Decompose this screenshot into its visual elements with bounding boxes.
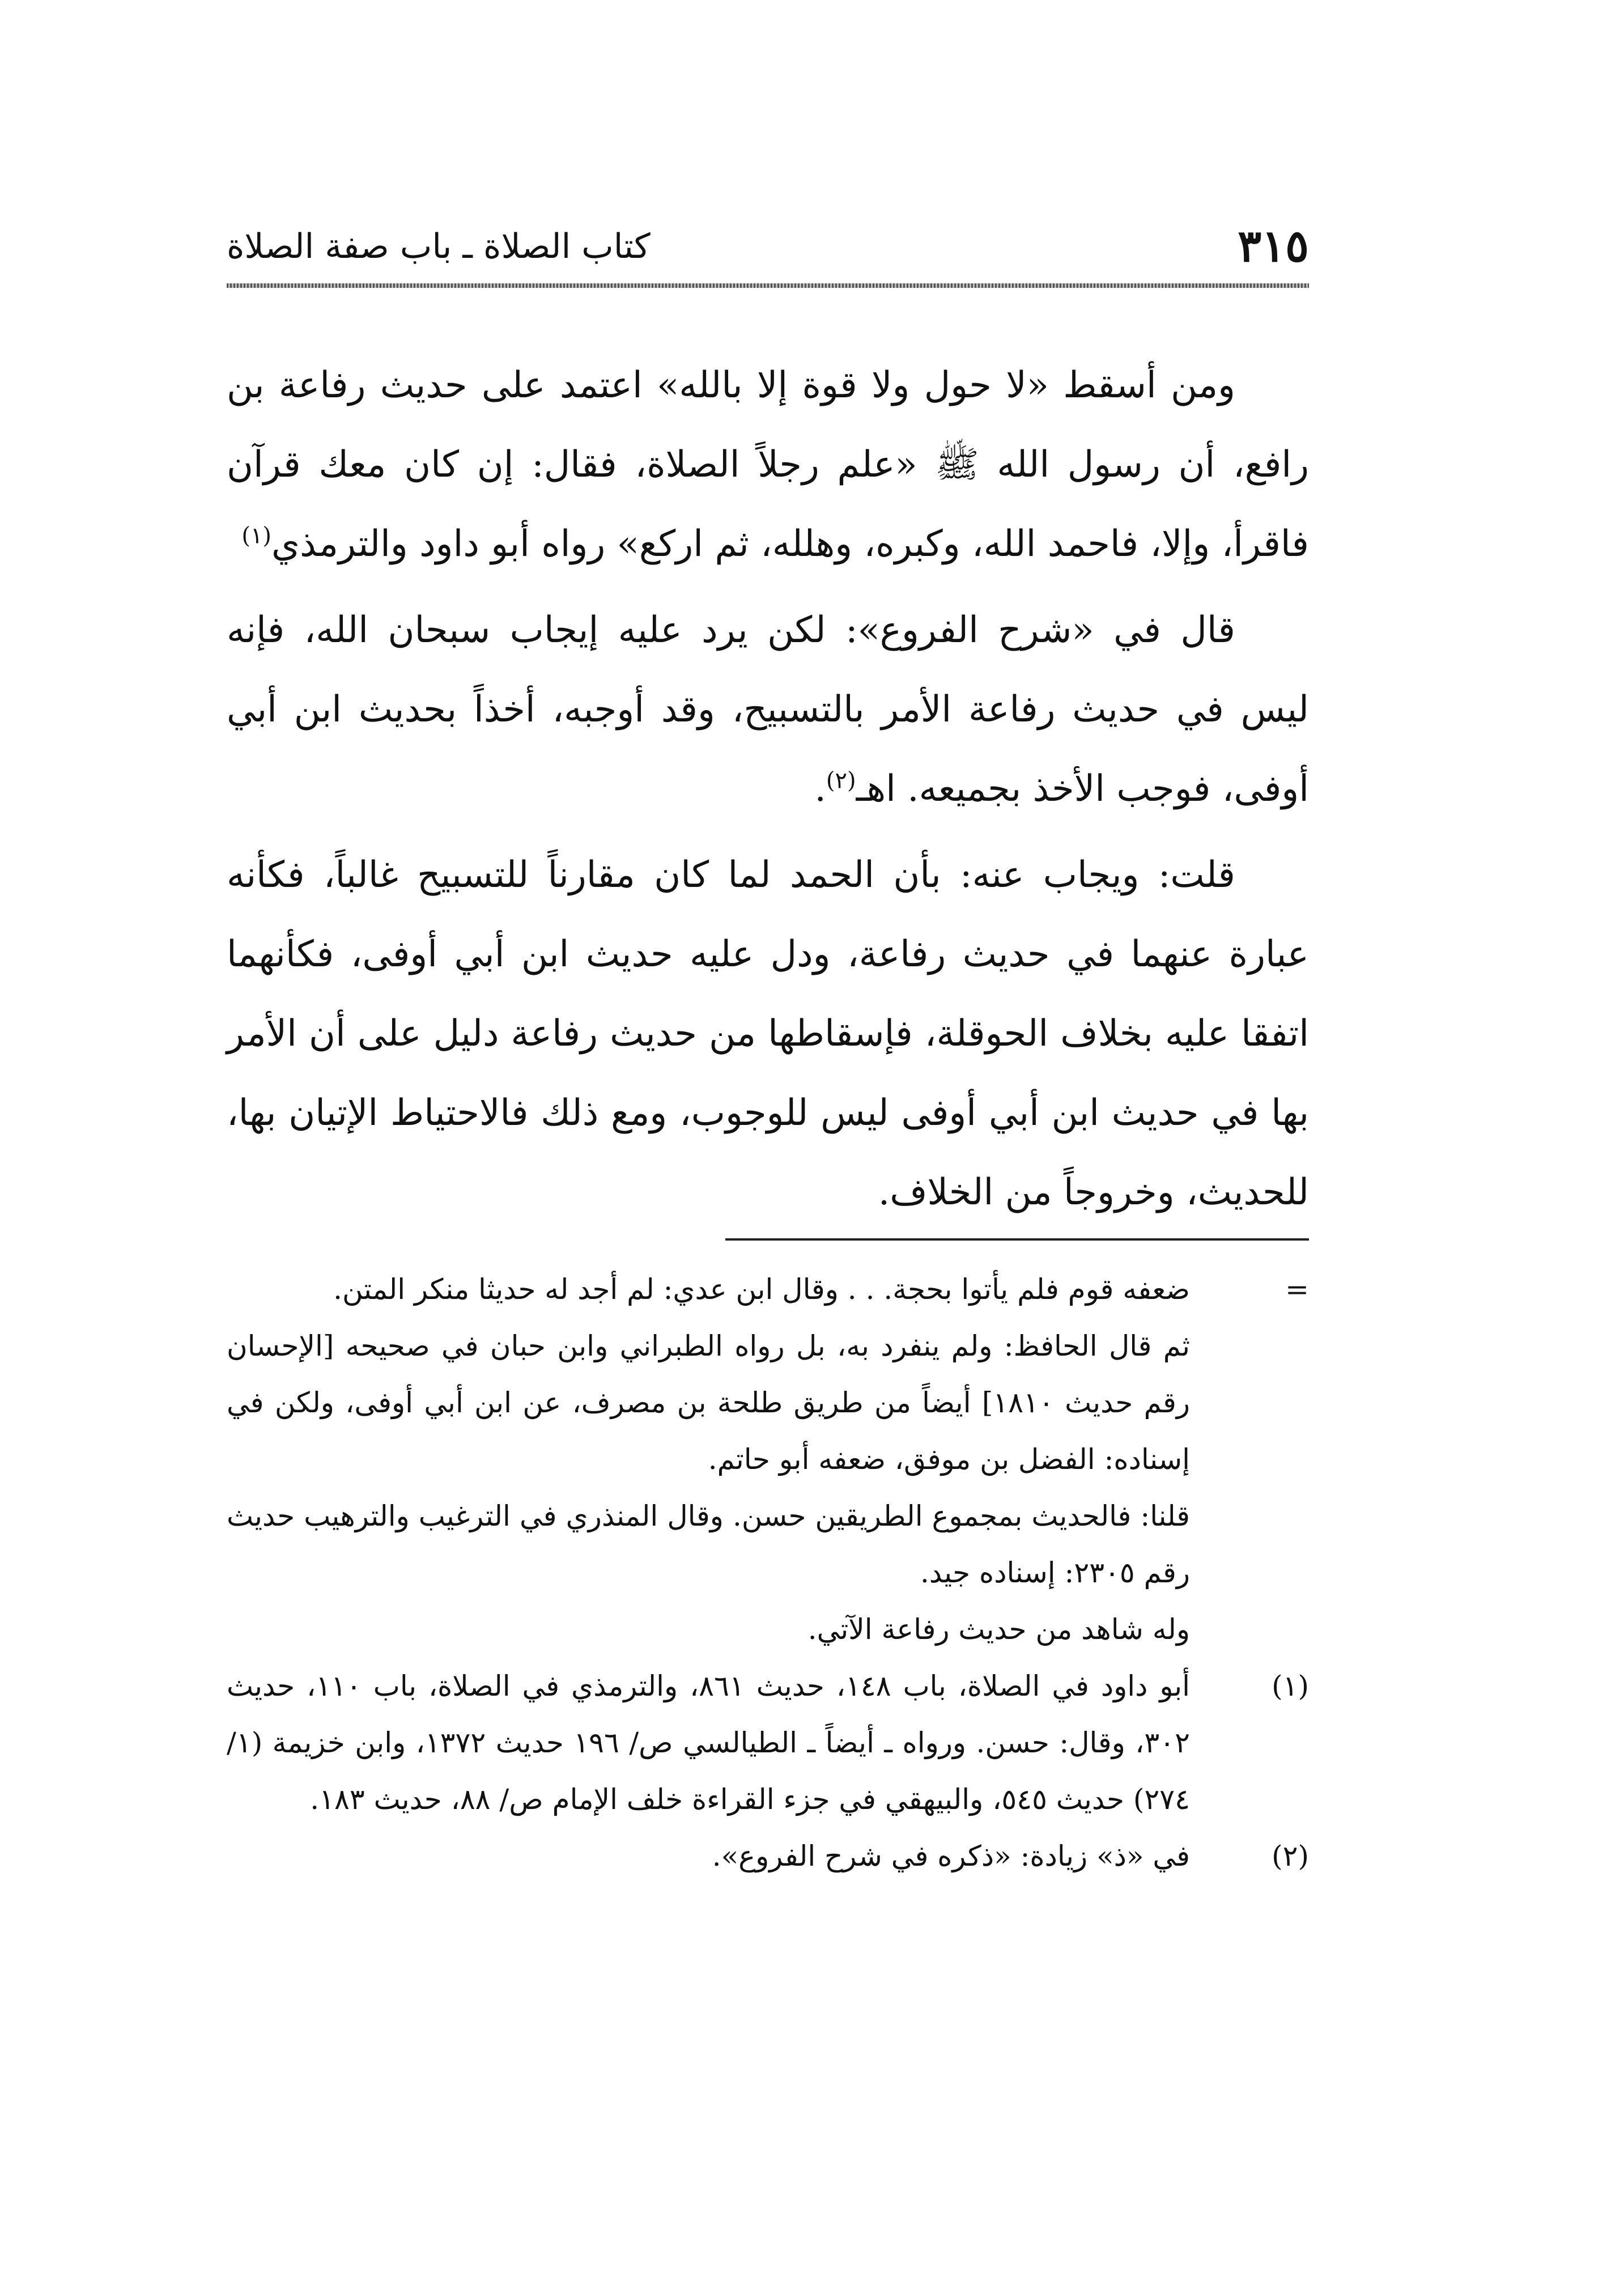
paragraph-3 [227, 835, 1309, 1232]
main-text [227, 346, 1309, 1239]
header-divider [227, 283, 1309, 288]
footnote-1 [227, 1658, 1309, 1828]
footnote-continuation-marker: = [1285, 1273, 1309, 1306]
paragraph-2-tail: . [814, 768, 826, 810]
paragraph-2 [227, 591, 1309, 829]
footnote-1-text: أبو داود في الصلاة، باب ١٤٨، حديث ٨٦١، والترمذي في الصلاة، باب ١١٠، حديث ٣٠٢، وقال: حسن. ورواه ـ أيضاً ـ الطيالسي ص/ ١٩٦ حديث ١٣٧٢، وابن خزيمة (١/ ٢٧٤) حديث ٥٤٥، والبيهقي في جزء القراءة خلف الإمام ص/ ٨٨، حديث ١٨٣. [227, 1670, 1191, 1816]
paragraph-1 [227, 346, 1309, 584]
footnote-line: قلنا: فالحديث بمجموع الطريقين حسن. وقال المنذري في الترغيب والترهيب حديث رقم ٢٣٠٥: إسناده جيد. [227, 1500, 1190, 1589]
footnote-1-marker: (١) [1272, 1670, 1309, 1702]
footnote-2 [227, 1828, 1309, 1884]
footnote-separator [725, 1238, 1309, 1241]
footnote-continuation [227, 1261, 1309, 1658]
paragraph-1-text: ومن أسقط «لا حول ولا قوة إلا بالله» اعتمد على حديث رفاعة بن رافع، أن رسول الله ﷺ «علم رجلاً الصلاة، فقال: إن كان معك قرآن فاقرأ، وإلا، فاحمد الله، وكبره، وهلله، ثم اركع» رواه أبو داود والترمذي [227, 364, 1310, 565]
footnote-ref-1: (١) [241, 523, 272, 549]
footnote-ref-2: (٢) [826, 767, 856, 794]
footnote-line: وله شاهد من حديث رفاعة الآتي. [807, 1613, 1190, 1646]
footnotes [227, 1261, 1309, 1884]
footnote-2-marker: (٢) [1272, 1840, 1309, 1872]
footnote-2-text: في «ذ» زيادة: «ذكره في شرح الفروع». [712, 1840, 1190, 1872]
paragraph-2-text: قال في «شرح الفروع»: لكن يرد عليه إيجاب سبحان الله، فإنه ليس في حديث رفاعة الأمر بالتسبيح، وقد أوجبه، أخذاً بحديث ابن أبي أوفى، فوجب الأخذ بجميعه. اهـ [227, 609, 1310, 810]
page-number: ٣١٥ [1238, 220, 1309, 272]
running-title: كتاب الصلاة ـ باب صفة الصلاة [227, 227, 651, 266]
page-header [227, 215, 1309, 278]
footnote-line: ثم قال الحافظ: ولم ينفرد به، بل رواه الطبراني وابن حبان في صحيحه [الإحسان رقم حديث ١٨١٠] أيضاً من طريق طلحة بن مصرف، عن ابن أبي أوفى، ولكن في إسناده: الفضل بن موفق، ضعفه أبو حاتم. [227, 1330, 1190, 1476]
footnote-line: ضعفه قوم فلم يأتوا بحجة. . . وقال ابن عدي: لم أجد له حديثا منكر المتن. [333, 1273, 1190, 1306]
paragraph-3-text: قلت: ويجاب عنه: بأن الحمد لما كان مقارناً للتسبيح غالباً، فكأنه عبارة عنهما في حديث رفاعة، ودل عليه حديث ابن أبي أوفى، فكأنهما اتفقا عليه بخلاف الحوقلة، فإسقاطها من حديث رفاعة دليل على أن الأمر بها في حديث ابن أبي أوفى ليس للوجوب، ومع ذلك فالاحتياط الإتيان بها، للحديث، وخروجاً من الخلاف. [227, 854, 1309, 1213]
